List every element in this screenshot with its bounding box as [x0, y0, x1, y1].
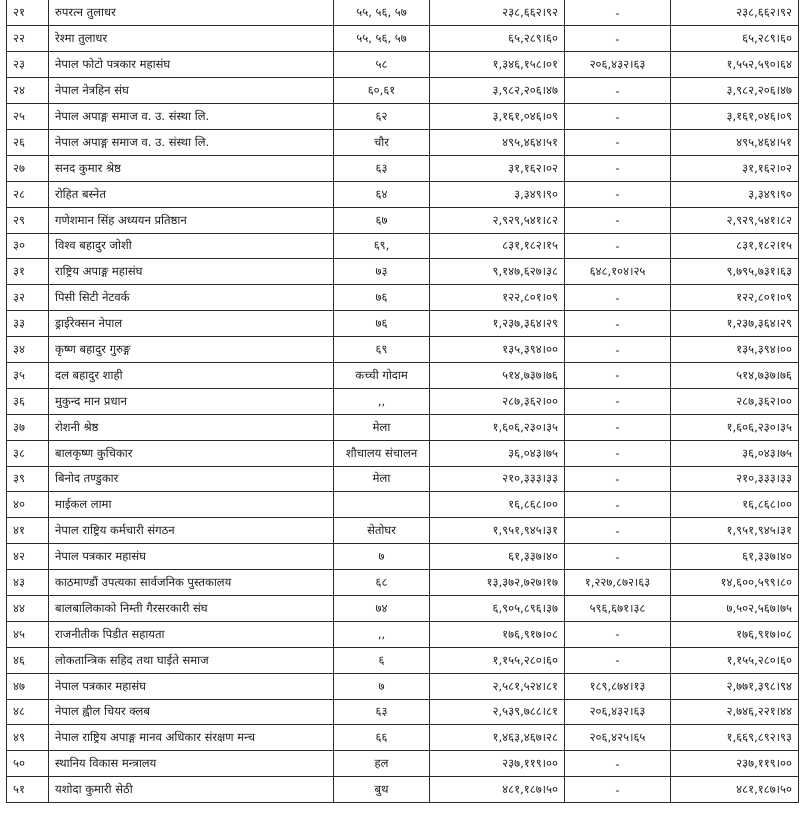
- reference-cell: ७६: [334, 311, 430, 337]
- amount-cell: २,९२९,५४१।८२: [430, 207, 565, 233]
- serial-number-cell: ३०: [7, 233, 49, 259]
- amount-cell: २३८,६६२।९२: [430, 0, 565, 26]
- serial-number-cell: २३: [7, 52, 49, 78]
- adjustment-cell: ६४८,१०४।२५: [565, 259, 671, 285]
- reference-cell: ६९: [334, 337, 430, 363]
- adjustment-cell: -: [565, 311, 671, 337]
- table-row: [7, 751, 799, 777]
- adjustment-cell: १८९,८७४।१३: [565, 673, 671, 699]
- total-cell: २८७,३६२।००: [671, 388, 799, 414]
- amount-cell: ८३१,१८२।१५: [430, 233, 565, 259]
- total-cell: १,६६९,८९२।९३: [671, 725, 799, 751]
- table-row: [7, 207, 799, 233]
- serial-number-cell: २५: [7, 104, 49, 130]
- total-cell: १,१५५,२८०।६०: [671, 647, 799, 673]
- table-row: [7, 621, 799, 647]
- serial-number-cell: ३५: [7, 362, 49, 388]
- total-cell: ८३१,१८२।१५: [671, 233, 799, 259]
- serial-number-cell: ४१: [7, 518, 49, 544]
- total-cell: २,९२९,५४१।८२: [671, 207, 799, 233]
- name-cell: दल बहादुर शाही: [49, 362, 334, 388]
- total-cell: ३,९८२,२०६।४७: [671, 78, 799, 104]
- amount-cell: ४८१,१८७।५०: [430, 777, 565, 803]
- amount-cell: १,९५१,९४५।३१: [430, 518, 565, 544]
- adjustment-cell: -: [565, 337, 671, 363]
- total-cell: ५१४,७३७।७६: [671, 362, 799, 388]
- amount-cell: ९,१४७,६२७।३८: [430, 259, 565, 285]
- adjustment-cell: -: [565, 621, 671, 647]
- table-row: [7, 673, 799, 699]
- amount-cell: २,५३९,७८८।८१: [430, 699, 565, 725]
- ledger-table: [6, 0, 799, 803]
- amount-cell: १६,८६८।००: [430, 492, 565, 518]
- adjustment-cell: -: [565, 362, 671, 388]
- amount-cell: १,३४६,१५८।०१: [430, 52, 565, 78]
- table-row: [7, 78, 799, 104]
- reference-cell: ७: [334, 673, 430, 699]
- table-row: [7, 440, 799, 466]
- name-cell: बिनोद तण्डुकार: [49, 466, 334, 492]
- serial-number-cell: ३२: [7, 285, 49, 311]
- total-cell: २१०,३३३।३३: [671, 466, 799, 492]
- serial-number-cell: २९: [7, 207, 49, 233]
- reference-cell: ६३: [334, 699, 430, 725]
- serial-number-cell: ३३: [7, 311, 49, 337]
- total-cell: २,७७१,३९८।९४: [671, 673, 799, 699]
- reference-cell: ७६: [334, 285, 430, 311]
- name-cell: नेपाल पत्रकार महासंघ: [49, 673, 334, 699]
- reference-cell: ,,: [334, 621, 430, 647]
- reference-cell: ७४: [334, 595, 430, 621]
- reference-cell: ६२: [334, 104, 430, 130]
- total-cell: ७,५०२,५६७।७५: [671, 595, 799, 621]
- name-cell: नेपाल ह्वील चियर क्लब: [49, 699, 334, 725]
- amount-cell: ५१४,७३७।७६: [430, 362, 565, 388]
- total-cell: ४९५,४६४।५१: [671, 129, 799, 155]
- reference-cell: ६४: [334, 181, 430, 207]
- adjustment-cell: -: [565, 207, 671, 233]
- total-cell: १२२,८०१।०९: [671, 285, 799, 311]
- reference-cell: ६: [334, 647, 430, 673]
- serial-number-cell: ४०: [7, 492, 49, 518]
- table-row: [7, 52, 799, 78]
- serial-number-cell: ३९: [7, 466, 49, 492]
- table-row: [7, 362, 799, 388]
- name-cell: लोकतान्त्रिक सहिद तथा घाईते समाज: [49, 647, 334, 673]
- total-cell: १,२३७,३६४।२९: [671, 311, 799, 337]
- amount-cell: ३,१६१,०४६।०९: [430, 104, 565, 130]
- amount-cell: १२२,८०१।०९: [430, 285, 565, 311]
- serial-number-cell: ४८: [7, 699, 49, 725]
- total-cell: ९,७९५,७३१।६३: [671, 259, 799, 285]
- reference-cell: ६६: [334, 725, 430, 751]
- total-cell: १७६,९१७।०८: [671, 621, 799, 647]
- reference-cell: ६०,६१: [334, 78, 430, 104]
- serial-number-cell: २२: [7, 26, 49, 52]
- name-cell: पिसी सिटी नेटवर्क: [49, 285, 334, 311]
- total-cell: १६,८६८।००: [671, 492, 799, 518]
- total-cell: २३८,६६२।९२: [671, 0, 799, 26]
- table-row: [7, 570, 799, 596]
- total-cell: १,६०६,२३०।३५: [671, 414, 799, 440]
- adjustment-cell: १,२२७,८७२।६३: [565, 570, 671, 596]
- amount-cell: ३,३४९।९०: [430, 181, 565, 207]
- table-row: [7, 466, 799, 492]
- adjustment-cell: -: [565, 414, 671, 440]
- reference-cell: ५५, ५६, ५७: [334, 26, 430, 52]
- serial-number-cell: २४: [7, 78, 49, 104]
- serial-number-cell: ४७: [7, 673, 49, 699]
- table-row: [7, 233, 799, 259]
- name-cell: राष्ट्रिय अपाङ्ग महासंघ: [49, 259, 334, 285]
- total-cell: ४८१,१८७।५०: [671, 777, 799, 803]
- amount-cell: ३,९८२,२०६।४७: [430, 78, 565, 104]
- adjustment-cell: ५९६,६७१।३८: [565, 595, 671, 621]
- amount-cell: ६५,२८९।६०: [430, 26, 565, 52]
- total-cell: २,७४६,२२१।४४: [671, 699, 799, 725]
- amount-cell: १,२३७,३६४।२९: [430, 311, 565, 337]
- total-cell: १,९५१,९४५।३१: [671, 518, 799, 544]
- amount-cell: ३१,१६२।०२: [430, 155, 565, 181]
- reference-cell: ६८: [334, 570, 430, 596]
- reference-cell: बुथ: [334, 777, 430, 803]
- adjustment-cell: -: [565, 647, 671, 673]
- reference-cell: हल: [334, 751, 430, 777]
- name-cell: राजनीतीक पिडीत सहायता: [49, 621, 334, 647]
- adjustment-cell: २०६,४३२।६३: [565, 52, 671, 78]
- name-cell: बालबालिकाको निम्ती गैरसरकारी संघ: [49, 595, 334, 621]
- table-row: [7, 388, 799, 414]
- amount-cell: २१०,३३३।३३: [430, 466, 565, 492]
- table-row: [7, 259, 799, 285]
- name-cell: सनद कुमार श्रेष्ठ: [49, 155, 334, 181]
- total-cell: २३७,११९।००: [671, 751, 799, 777]
- amount-cell: १,४६३,४६७।२८: [430, 725, 565, 751]
- name-cell: नेपाल राष्ट्रिय कर्मचारी संगठन: [49, 518, 334, 544]
- serial-number-cell: २१: [7, 0, 49, 26]
- amount-cell: १,६०६,२३०।३५: [430, 414, 565, 440]
- table-row: [7, 285, 799, 311]
- adjustment-cell: -: [565, 155, 671, 181]
- serial-number-cell: ४६: [7, 647, 49, 673]
- reference-cell: ,,: [334, 388, 430, 414]
- name-cell: रुपरत्न तुलाधर: [49, 0, 334, 26]
- amount-cell: ३६,०४३।७५: [430, 440, 565, 466]
- serial-number-cell: ५१: [7, 777, 49, 803]
- table-row: [7, 129, 799, 155]
- serial-number-cell: २८: [7, 181, 49, 207]
- reference-cell: सेतोघर: [334, 518, 430, 544]
- reference-cell: मेला: [334, 414, 430, 440]
- table-row: [7, 104, 799, 130]
- amount-cell: ६,९०५,८९६।३७: [430, 595, 565, 621]
- reference-cell: ७: [334, 544, 430, 570]
- serial-number-cell: ३४: [7, 337, 49, 363]
- name-cell: नेपाल पत्रकार महासंघ: [49, 544, 334, 570]
- total-cell: ३,१६१,०४६।०९: [671, 104, 799, 130]
- adjustment-cell: २०६,४३२।६३: [565, 699, 671, 725]
- name-cell: स्थानिय विकास मन्त्रालय: [49, 751, 334, 777]
- name-cell: नेपाल अपाङ्ग समाज व. उ. संस्था लि.: [49, 129, 334, 155]
- serial-number-cell: २६: [7, 129, 49, 155]
- amount-cell: २३७,११९।००: [430, 751, 565, 777]
- serial-number-cell: ३६: [7, 388, 49, 414]
- name-cell: नेपाल नेत्रहिन संघ: [49, 78, 334, 104]
- name-cell: गणेशमान सिंह अध्ययन प्रतिष्ठान: [49, 207, 334, 233]
- reference-cell: ६३: [334, 155, 430, 181]
- table-row: [7, 26, 799, 52]
- name-cell: विश्व बहादुर जोशी: [49, 233, 334, 259]
- serial-number-cell: ४२: [7, 544, 49, 570]
- serial-number-cell: ३७: [7, 414, 49, 440]
- serial-number-cell: ४९: [7, 725, 49, 751]
- amount-cell: १,१५५,२८०।६०: [430, 647, 565, 673]
- table-row: [7, 311, 799, 337]
- total-cell: १३५,३९४।००: [671, 337, 799, 363]
- serial-number-cell: ४५: [7, 621, 49, 647]
- adjustment-cell: -: [565, 181, 671, 207]
- adjustment-cell: -: [565, 285, 671, 311]
- adjustment-cell: -: [565, 751, 671, 777]
- adjustment-cell: २०६,४२५।६५: [565, 725, 671, 751]
- amount-cell: १७६,९१७।०८: [430, 621, 565, 647]
- name-cell: ड्राईरेक्सन नेपाल: [49, 311, 334, 337]
- serial-number-cell: ४४: [7, 595, 49, 621]
- reference-cell: ६७: [334, 207, 430, 233]
- table-row: [7, 155, 799, 181]
- amount-cell: ४९५,४६४।५१: [430, 129, 565, 155]
- name-cell: काठमाण्डौं उपत्यका सार्वजनिक पुस्तकालय: [49, 570, 334, 596]
- reference-cell: ७३: [334, 259, 430, 285]
- adjustment-cell: -: [565, 518, 671, 544]
- name-cell: मुकुन्द मान प्रधान: [49, 388, 334, 414]
- amount-cell: २,५८१,५२४।८१: [430, 673, 565, 699]
- name-cell: नेपाल अपाङ्ग समाज व. उ. संस्था लि.: [49, 104, 334, 130]
- table-row: [7, 414, 799, 440]
- reference-cell: मेला: [334, 466, 430, 492]
- table-row: [7, 518, 799, 544]
- table-row: [7, 699, 799, 725]
- name-cell: नेपाल राष्ट्रिय अपाङ्ग मानव अधिकार संरक्षण मन्च: [49, 725, 334, 751]
- name-cell: बालकृष्ण कुचिकार: [49, 440, 334, 466]
- table-row: [7, 0, 799, 26]
- name-cell: रोहित बस्नेत: [49, 181, 334, 207]
- adjustment-cell: -: [565, 78, 671, 104]
- reference-cell: ५५, ५६, ५७: [334, 0, 430, 26]
- amount-cell: १३५,३९४।००: [430, 337, 565, 363]
- reference-cell: ५८: [334, 52, 430, 78]
- total-cell: १,५५२,५९०।६४: [671, 52, 799, 78]
- adjustment-cell: -: [565, 466, 671, 492]
- name-cell: रोशनी श्रेष्ठ: [49, 414, 334, 440]
- table-row: [7, 725, 799, 751]
- reference-cell: चौर: [334, 129, 430, 155]
- name-cell: रेश्मा तुलाधर: [49, 26, 334, 52]
- serial-number-cell: ५०: [7, 751, 49, 777]
- adjustment-cell: -: [565, 777, 671, 803]
- table-row: [7, 595, 799, 621]
- name-cell: यशोदा कुमारी सेठी: [49, 777, 334, 803]
- serial-number-cell: ३८: [7, 440, 49, 466]
- table-row: [7, 777, 799, 803]
- serial-number-cell: ३१: [7, 259, 49, 285]
- name-cell: माईकल लामा: [49, 492, 334, 518]
- serial-number-cell: ४३: [7, 570, 49, 596]
- adjustment-cell: -: [565, 0, 671, 26]
- reference-cell: शौचालय संचालन: [334, 440, 430, 466]
- adjustment-cell: -: [565, 129, 671, 155]
- table-row: [7, 181, 799, 207]
- adjustment-cell: -: [565, 544, 671, 570]
- total-cell: ६१,३३७।४०: [671, 544, 799, 570]
- name-cell: नेपाल फोटो पत्रकार महासंघ: [49, 52, 334, 78]
- amount-cell: १३,३७२,७२७।१७: [430, 570, 565, 596]
- amount-cell: ६१,३३७।४०: [430, 544, 565, 570]
- total-cell: ३,३४९।९०: [671, 181, 799, 207]
- adjustment-cell: -: [565, 492, 671, 518]
- amount-cell: २८७,३६२।००: [430, 388, 565, 414]
- total-cell: ३१,१६२।०२: [671, 155, 799, 181]
- table-row: [7, 492, 799, 518]
- reference-cell: [334, 492, 430, 518]
- table-row: [7, 647, 799, 673]
- table-row: [7, 337, 799, 363]
- serial-number-cell: २७: [7, 155, 49, 181]
- total-cell: ६५,२८९।६०: [671, 26, 799, 52]
- total-cell: १४,६००,५९९।८०: [671, 570, 799, 596]
- table-row: [7, 544, 799, 570]
- adjustment-cell: -: [565, 104, 671, 130]
- name-cell: कृष्ण बहादुर गुरुङ्ग: [49, 337, 334, 363]
- reference-cell: कच्ची गोदाम: [334, 362, 430, 388]
- adjustment-cell: -: [565, 233, 671, 259]
- adjustment-cell: -: [565, 388, 671, 414]
- total-cell: ३६,०४३।७५: [671, 440, 799, 466]
- ledger-body: [7, 0, 799, 803]
- adjustment-cell: -: [565, 26, 671, 52]
- reference-cell: ६९,: [334, 233, 430, 259]
- adjustment-cell: -: [565, 440, 671, 466]
